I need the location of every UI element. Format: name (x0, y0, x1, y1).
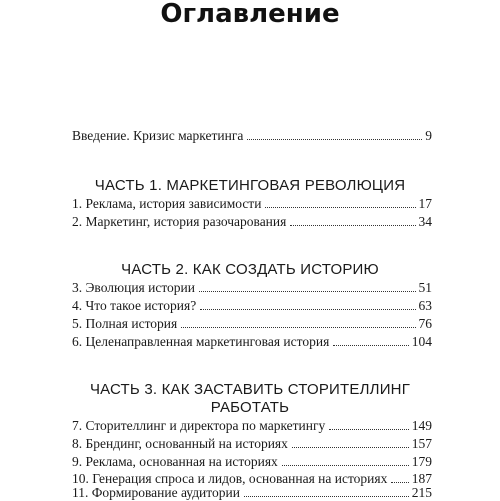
dot-leader (200, 297, 415, 310)
toc-entry-3 (72, 279, 432, 296)
dot-leader (333, 333, 408, 346)
toc-entry-intro (72, 127, 432, 144)
part-heading-3-line-1: ЧАСТЬ 3. КАК ЗАСТАВИТЬ СТОРИТЕЛЛИНГ (89, 381, 411, 398)
toc-entry-label: 1. Реклама, история зависимости (72, 196, 262, 211)
toc-entry-label: 8. Брендинг, основанный на историях (72, 436, 288, 451)
toc-entry-label: 10. Генерация спроса и лидов, основанная на историях (72, 471, 388, 486)
dot-leader (290, 213, 415, 226)
toc-entry-page: 187 (411, 471, 432, 486)
toc-entry-11 (72, 484, 432, 501)
toc-entry-7 (72, 417, 432, 434)
toc-entry-page: 51 (418, 280, 432, 295)
toc-entry-page: 17 (418, 196, 432, 211)
toc-entry-5 (72, 315, 432, 332)
toc-entry-label: 3. Эволюция истории (72, 280, 196, 295)
dot-leader (247, 127, 422, 140)
toc-entry-page: 9 (425, 128, 432, 143)
toc-entry-page: 76 (418, 316, 432, 331)
toc-entry-page: 215 (411, 485, 432, 500)
toc-entry-label: Введение. Кризис маркетинга (72, 128, 244, 143)
toc-entry-label: 4. Что такое история? (72, 298, 197, 313)
toc-entry-6 (72, 333, 432, 350)
dot-leader (199, 279, 415, 292)
part-heading-1: ЧАСТЬ 1. МАРКЕТИНГОВАЯ РЕВОЛЮЦИЯ (94, 177, 406, 194)
toc-entry-page: 179 (411, 454, 432, 469)
toc-entry-label: 2. Маркетинг, история разочарования (72, 214, 287, 229)
dot-leader (391, 470, 408, 483)
toc-entry-9 (72, 453, 432, 470)
dot-leader (244, 484, 409, 497)
toc-entry-page: 34 (418, 214, 432, 229)
toc-entry-label: 6. Целенаправленная маркетинговая история (72, 334, 330, 349)
page-title: Оглавление (160, 0, 340, 29)
toc-entry-2 (72, 213, 432, 230)
dot-leader (265, 195, 415, 208)
toc-entry-page: 104 (411, 334, 432, 349)
toc-entry-8 (72, 435, 432, 452)
toc-entry-4 (72, 297, 432, 314)
dot-leader (181, 315, 415, 328)
toc-entry-page: 157 (411, 436, 432, 451)
toc-entry-label: 11. Формирование аудитории (72, 485, 240, 500)
dot-leader (292, 435, 409, 448)
part-heading-3-line-2: РАБОТАТЬ (210, 399, 290, 416)
part-heading-2: ЧАСТЬ 2. КАК СОЗДАТЬ ИСТОРИЮ (121, 261, 379, 278)
dot-leader (329, 417, 408, 430)
toc-entry-page: 63 (418, 298, 432, 313)
toc-entry-page: 149 (411, 418, 432, 433)
toc-entry-label: 7. Сторителлинг и директора по маркетингу (72, 418, 326, 433)
toc-entry-1 (72, 195, 432, 212)
dot-leader (282, 453, 409, 466)
toc-entry-label: 9. Реклама, основанная на историях (72, 454, 278, 469)
toc-entry-label: 5. Полная история (72, 316, 178, 331)
